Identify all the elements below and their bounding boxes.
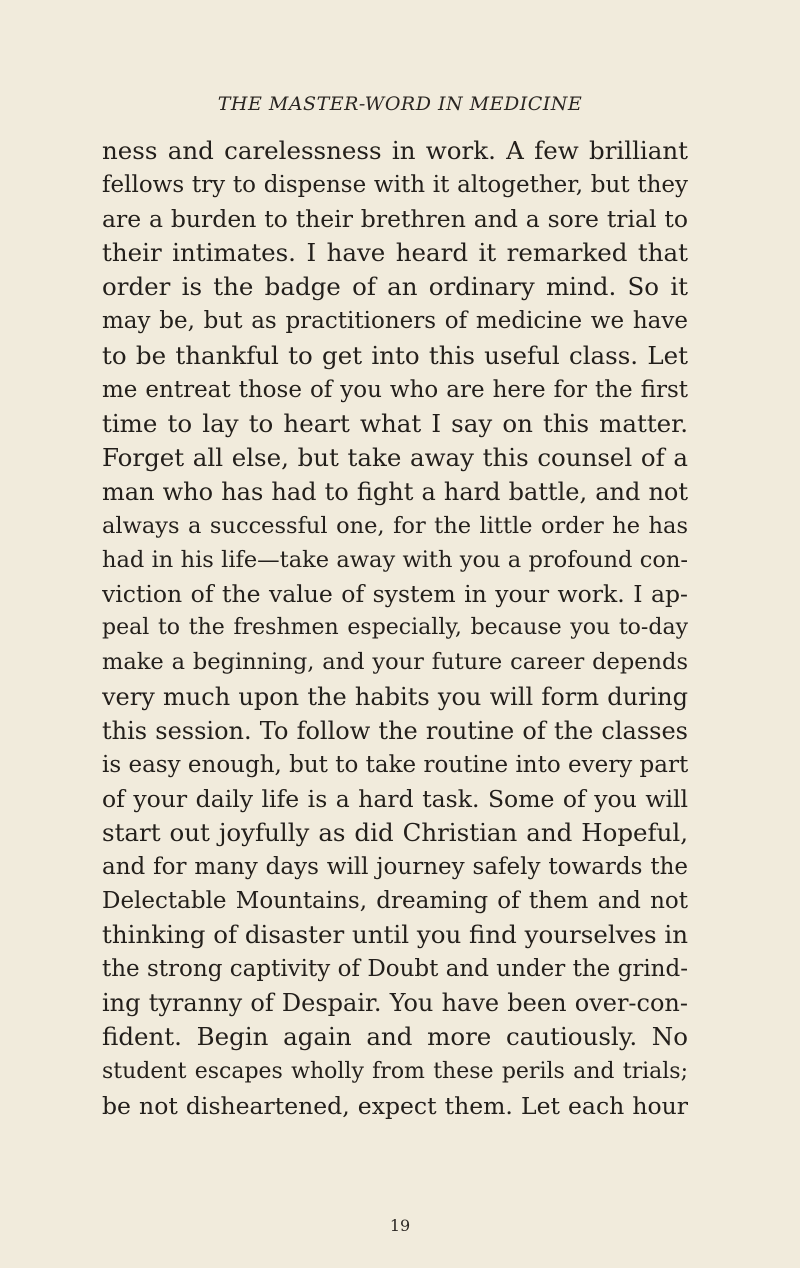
running-head: THE MASTER-WORD IN MEDICINE bbox=[217, 93, 583, 115]
text-line: time to lay to heart what I say on this matter. bbox=[102, 408, 688, 438]
text-line: their intimates. I have heard it remarked that bbox=[102, 238, 688, 268]
text-line: me entreat those of you who are here for the first bbox=[102, 376, 688, 403]
text-line: Delectable Mountains, dreaming of them and not bbox=[102, 888, 688, 915]
text-line: is easy enough, but to take routine into every part bbox=[102, 751, 688, 778]
text-line: fellows try to dispense with it altogether, but they bbox=[102, 172, 688, 199]
text-line: had in his life—take away with you a profound con- bbox=[102, 547, 688, 574]
body-text bbox=[102, 134, 688, 1123]
text-line: this session. To follow the routine of the classes bbox=[102, 716, 688, 745]
text-line: viction of the value of system in your work. I ap- bbox=[102, 580, 688, 609]
text-line: thinking of disaster until you find yourselves in bbox=[102, 920, 688, 950]
text-line: man who has had to fight a hard battle, and not bbox=[102, 477, 688, 506]
text-line: Forget all else, but take away this counsel of a bbox=[102, 442, 688, 472]
text-line: student escapes wholly from these perils and trials; bbox=[102, 1058, 688, 1084]
text-line: make a beginning, and your future career depends bbox=[102, 649, 688, 676]
text-line: peal to the freshmen especially, because you to-day bbox=[102, 615, 688, 641]
text-line: start out joyfully as did Christian and Hopeful, bbox=[102, 817, 688, 847]
text-line: to be thankful to get into this useful class. Let bbox=[102, 340, 688, 370]
text-line: ness and carelessness in work. A few brilliant bbox=[102, 136, 688, 165]
text-line: are a burden to their brethren and a sore trial to bbox=[102, 205, 688, 234]
text-line: ing tyranny of Despair. You have been over-con- bbox=[102, 989, 688, 1018]
text-line: always a successful one, for the little order he has bbox=[102, 513, 688, 540]
text-line: of your daily life is a hard task. Some of you will bbox=[102, 784, 688, 813]
text-line: very much upon the habits you will form during bbox=[102, 682, 688, 711]
text-line: may be, but as practitioners of medicine we have bbox=[102, 308, 688, 335]
text-line: and for many days will journey safely towards the bbox=[102, 853, 688, 880]
text-line: be not disheartened, expect them. Let each hour bbox=[102, 1091, 688, 1120]
text-line: the strong captivity of Doubt and under the grind- bbox=[102, 956, 688, 983]
page-number: 19 bbox=[389, 1216, 411, 1235]
text-line: fident. Begin again and more cautiously. No bbox=[102, 1022, 688, 1052]
text-line: order is the badge of an ordinary mind. So it bbox=[102, 272, 688, 302]
